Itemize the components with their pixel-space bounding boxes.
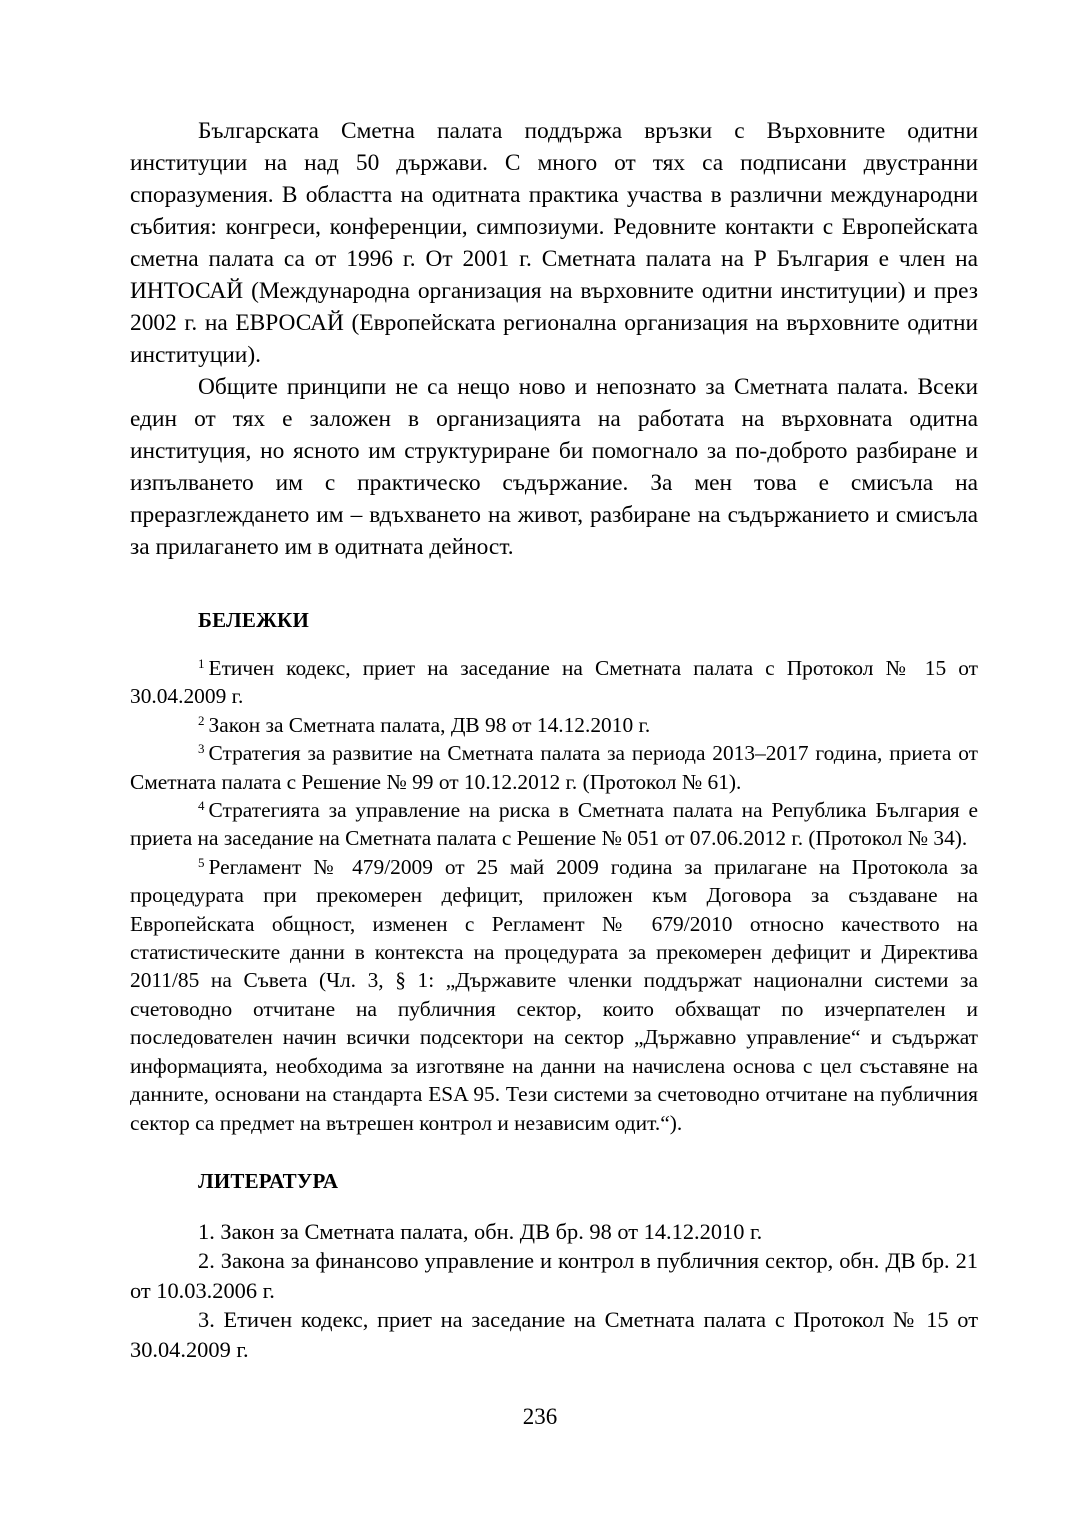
page-number: 236 — [522, 1404, 558, 1429]
literature-heading: ЛИТЕРАТУРА — [198, 1168, 339, 1193]
body-paragraph: Общите принципи не са нещо ново и непознато за Сметната палата. Всеки един от тях е заложен в организацията на работата на върховната одитна институция, но ясното им структуриране би помогнало за по-доброто разбиране и изпълването им с практическо съдържание. За мен това е смисъла на преразглеждането им – вдъхването на живот, разбиране на съдържанието и смисъла за прилагането им в одитната дейност. — [130, 374, 978, 560]
footnote-number: 2 — [198, 712, 205, 728]
footnote-text: Закон за Сметната палата, ДВ 98 от 14.12.2010 г. — [208, 712, 651, 737]
footnote-text: Етичен кодекс, приет на заседание на Сметната палата с Протокол № 15 от 30.04.2009 г. — [130, 656, 978, 709]
notes-heading: БЕЛЕЖКИ — [198, 608, 309, 632]
footnote-4 — [130, 796, 978, 853]
document-page — [130, 115, 978, 1364]
footnote-1 — [130, 654, 978, 711]
footnote-2 — [130, 711, 978, 739]
footnote-number: 1 — [198, 656, 205, 671]
footnote-text: Стратегия за развитие на Сметната палата за периода 2013–2017 година, приета от Сметната палата с Решение № 99 от 10.12.2012 г. (Протокол № 61). — [130, 741, 978, 794]
literature-list — [130, 1217, 978, 1365]
footnote-5 — [130, 853, 978, 1137]
footnote-number: 5 — [198, 854, 205, 870]
literature-item: 2. Закона за финансово управление и контрол в публичния сектор, обн. ДВ бр. 21 от 10.03.2006 г. — [130, 1248, 978, 1303]
literature-item: 3. Етичен кодекс, приет на заседание на Сметната палата с Протокол № 15 от 30.04.2009 г. — [130, 1307, 978, 1362]
footnote-number: 3 — [198, 741, 205, 757]
notes-list — [130, 654, 978, 1137]
footnote-text: Регламент № 479/2009 от 25 май 2009 година за прилагане на Протокола за процедурата при прекомерен дефицит, приложен към Договора за създаване на Европейската общност, изменен с Регламент № 679/2010 относно качеството на статистическите данни в контекста на процедурата за прекомерен дефицит и Директива 2011/85 на Съвета (Чл. 3, § 1: „Държавите членки поддържат национални системи за счетоводно отчитане на публичния сектор, които обхващат по изчерпателен и последователен начин всички подсектори на сектор „Държавно управление“ и съдържат информацията, необходима за изготвяне на данни на начислена основа с цел съставяне на данните, основани на стандарта ESA 95. Тези системи за счетоводно отчитане на публичния сектор са предмет на вътрешен контрол и независим одит.“). — [130, 854, 978, 1135]
footnote-text: Стратегията за управление на риска в Сметната палата на Република България е приета на заседание на Сметната палата с Решение № 051 от 07.06.2012 г. (Протокол № 34). — [130, 798, 978, 851]
footnote-number: 4 — [198, 798, 205, 814]
literature-item: 1. Закон за Сметната палата, обн. ДВ бр. 98 от 14.12.2010 г. — [198, 1218, 763, 1244]
body-paragraph: Българската Сметна палата поддържа връзки с Върховните одитни институции на над 50 държави. С много от тях са подписани двустранни споразумения. В областта на одитната практика участва в различни международни събития: конгреси, конференции, симпозиуми. Редовните контакти с Европейската сметна палата са от 1996 г. От 2001 г. Сметната палата на Р България е член на ИНТОСАЙ (Международна организация на върховните одитни институции) и през 2002 г. на ЕВРОСАЙ (Европейската регионална организация на върховните одитни институции). — [130, 118, 978, 368]
footnote-3 — [130, 739, 978, 796]
